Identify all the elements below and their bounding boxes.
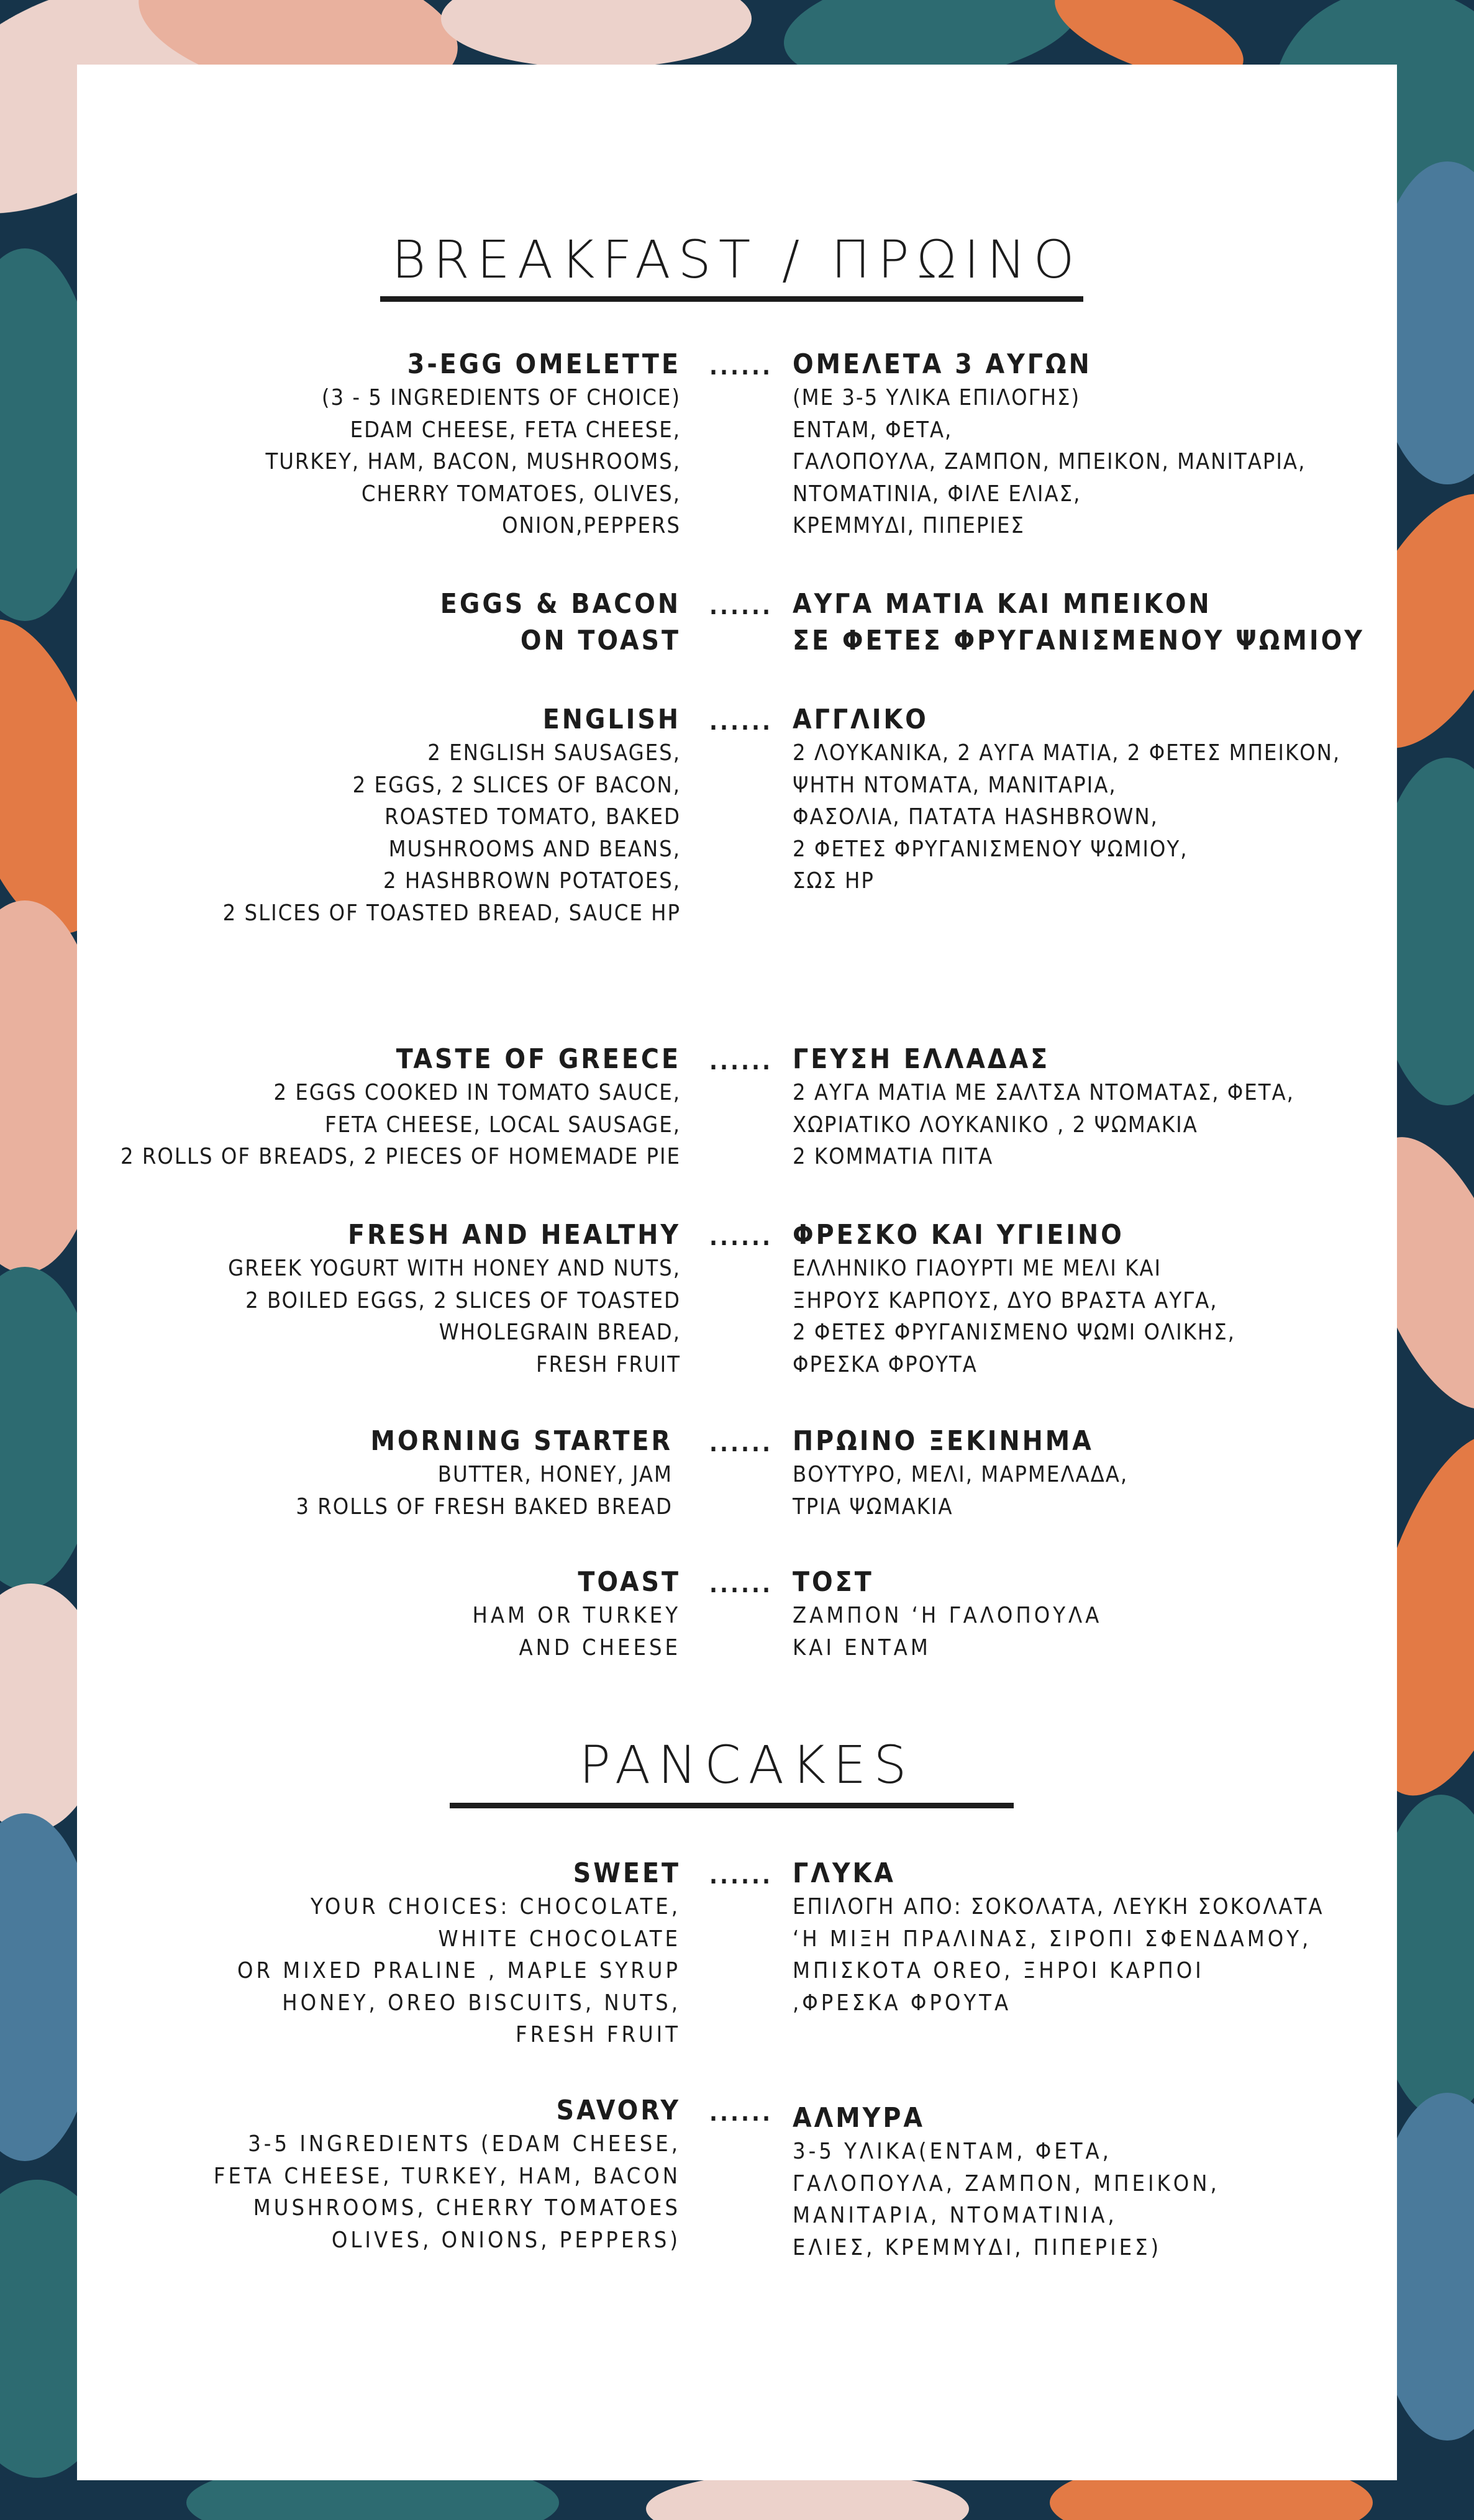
item-greek [793,347,1414,542]
leader-dots: ...... [709,1223,773,1251]
item-name-gr: ΟΜΕΛΕΤΑ 3 ΑΥΓΩΝ [793,348,1092,380]
item-english [60,1217,681,1380]
item-desc-gr: ΕΝΤΑΜ, ΦΕΤΑ, [793,417,953,443]
item-name-en: SAVORY [556,2095,681,2126]
item-desc-gr: ΜΑΝΙΤΑΡΙΑ, ΝΤΟΜΑΤΙΝΙΑ, [793,2203,1117,2228]
leader-dots: ...... [709,2099,773,2126]
item-english [60,586,681,660]
item-desc-en: TURKEY, HAM, BACON, MUSHROOMS, [265,449,681,474]
item-name-gr: ΑΥΓΑ ΜΑΤΙΑ ΚΑΙ ΜΠΕΙΚΟΝ [793,588,1212,620]
item-desc-gr: ΕΠΙΛΟΓΗ ΑΠΟ: ΣΟΚΟΛΑΤΑ, ΛΕΥΚΗ ΣΟΚΟΛΑΤΑ [793,1894,1324,1919]
leader-dots: ...... [709,1862,773,1889]
item-desc-gr: ΦΑΣΟΛΙΑ, ΠΑΤΑΤΑ HASHBROWN, [793,804,1158,830]
item-name-en: EGGS & BACON [440,588,681,620]
item-desc-en: 3-5 INGREDIENTS (EDAM CHEESE, [248,2131,681,2157]
item-name-gr: ΤΟΣΤ [793,1566,874,1598]
item-name-en: MORNING STARTER [370,1425,673,1457]
item-name-en: TASTE OF GREECE [396,1043,681,1075]
leader-dots: ...... [709,592,773,620]
item-desc-gr: ΦΡΕΣΚΑ ΦΡΟΥΤΑ [793,1351,978,1377]
item-english [60,1564,681,1664]
item-desc-gr: 2 ΚΟΜΜΑΤΙΑ ΠΙΤΑ [793,1144,994,1169]
item-desc-gr: 3-5 ΥΛΙΚΑ(ΕΝΤΑΜ, ΦΕΤΑ, [793,2139,1112,2164]
item-desc-gr: ΤΡΙΑ ΨΩΜΑΚΙΑ [793,1493,953,1520]
item-desc-gr: ΨΗΤΗ ΝΤΟΜΑΤΑ, ΜΑΝΙΤΑΡΙΑ, [793,772,1117,798]
item-desc-en: CHERRY TOMATOES, OLIVES, [361,481,681,507]
item-desc-en: MUSHROOMS AND BEANS, [388,836,681,862]
item-greek [793,1217,1414,1380]
item-desc-en: 2 ENGLISH SAUSAGES, [427,740,681,766]
item-desc-gr: ΝΤΟΜΑΤΙΝΙΑ, ΦΙΛΕ ΕΛΙΑΣ, [793,481,1081,507]
item-english [60,702,681,929]
item-desc-en: OLIVES, ONIONS, PEPPERS) [331,2227,681,2253]
item-greek [793,2100,1414,2264]
item-desc-en: FRESH FRUIT [536,1351,681,1377]
item-desc-en: AND CHEESE [519,1634,681,1661]
leader-dots: ...... [709,353,773,380]
item-name-gr: ΓΛΥΚΑ [793,1857,896,1889]
item-name-gr: ΠΡΩΙΝΟ ΞΕΚΙΝΗΜΑ [793,1425,1094,1457]
item-english [60,1041,681,1173]
item-english [60,2093,681,2256]
item-name-en: TOAST [578,1566,681,1598]
item-desc-gr: 2 ΑΥΓΑ ΜΑΤΙΑ ΜΕ ΣΑΛΤΣΑ ΝΤΟΜΑΤΑΣ, ΦΕΤΑ, [793,1080,1294,1105]
item-desc-gr: ΕΛΛΗΝΙΚΟ ΓΙΑΟΥΡΤΙ ΜΕ ΜΕΛΙ ΚΑΙ [793,1256,1162,1281]
item-name-gr: ΓΕΥΣΗ ΕΛΛΑΔΑΣ [793,1043,1050,1075]
item-desc-en: 2 BOILED EGGS, 2 SLICES OF TOASTED [245,1287,681,1313]
item-desc-gr: 2 ΦΕΤΕΣ ΦΡΥΓΑΝΙΣΜΕΝΟΥ ΨΩΜΙΟΥ, [793,836,1188,862]
item-greek [793,1564,1414,1664]
item-desc-gr: ΓΑΛΟΠΟΥΛΑ, ΖΑΜΠΟΝ, ΜΠΕΙΚΟΝ, [793,2170,1220,2196]
leader-dots: ...... [709,1430,773,1457]
item-desc-gr: ΜΠΙΣΚΟΤΑ OREO, ΞΗΡΟΙ ΚΑΡΠΟΙ [793,1958,1204,1983]
item-desc-en: HAM OR TURKEY [472,1603,681,1628]
section-title-breakfast: BREAKFAST / ΠΡΩΙΝΟ [391,229,1082,290]
item-desc-gr: 2 ΛΟΥΚΑΝΙΚΑ, 2 ΑΥΓΑ ΜΑΤΙΑ, 2 ΦΕΤΕΣ ΜΠΕΙΚΟΝ, [793,740,1341,766]
item-desc-gr: ‘Η ΜΙΞΗ ΠΡΑΛΙΝΑΣ, ΣΙΡΟΠΙ ΣΦΕΝΔΑΜΟΥ, [793,1926,1312,1952]
item-desc-en: 2 SLICES OF TOASTED BREAD, SAUCE HP [222,900,681,926]
item-name-en: 3-EGG OMELETTE [407,348,681,380]
item-desc-gr: ΕΛΙΕΣ, ΚΡΕΜΜΥΔΙ, ΠΙΠΕΡΙΕΣ) [793,2234,1162,2260]
item-desc-gr: ΖΑΜΠΟΝ ‘Η ΓΑΛΟΠΟΥΛΑ [793,1603,1103,1628]
item-name-en: ON TOAST [520,625,681,656]
item-greek [793,586,1414,660]
item-desc-gr: 2 ΦΕΤΕΣ ΦΡΥΓΑΝΙΣΜΕΝΟ ΨΩΜΙ ΟΛΙΚΗΣ, [793,1320,1235,1345]
item-name-en: FRESH AND HEALTHY [348,1219,681,1251]
item-greek [793,702,1414,897]
section-title-pancakes: PANCAKES [579,1734,914,1795]
item-name-gr: ΦΡΕΣΚΟ ΚΑΙ ΥΓΙΕΙΝΟ [793,1219,1124,1251]
item-desc-en: 2 HASHBROWN POTATOES, [383,868,681,894]
item-english [52,1423,673,1523]
item-desc-en: FETA CHEESE, TURKEY, HAM, BACON [213,2163,681,2189]
item-name-en: SWEET [573,1857,681,1889]
item-english [60,1856,681,2051]
leader-dots: ...... [709,1570,773,1598]
section-title-underline [380,296,1083,302]
item-desc-en: (3 - 5 INGREDIENTS OF CHOICE) [321,385,681,410]
item-desc-en: 3 ROLLS OF FRESH BAKED BREAD [296,1493,673,1520]
item-desc-gr: ,ΦΡΕΣΚΑ ΦΡΟΥΤΑ [793,1990,1012,2016]
item-desc-gr: ΚΑΙ ΕΝΤΑΜ [793,1634,931,1661]
item-greek [793,1423,1414,1523]
item-desc-en: WHOLEGRAIN BREAD, [439,1320,681,1345]
item-desc-en: OR MIXED PRALINE , MAPLE SYRUP [237,1958,681,1983]
item-desc-gr: ΒΟΥΤΥΡΟ, ΜΕΛΙ, ΜΑΡΜΕΛΑΔΑ, [793,1462,1129,1487]
item-desc-en: BUTTER, HONEY, JAM [437,1462,673,1487]
item-desc-en: ONION,PEPPERS [502,513,681,538]
item-greek [793,1041,1414,1173]
item-desc-en: HONEY, OREO BISCUITS, NUTS, [282,1990,681,2016]
item-desc-gr: ΧΩΡΙΑΤΙΚΟ ΛΟΥΚΑΝΙΚΟ , 2 ΨΩΜΑΚΙΑ [793,1112,1198,1138]
item-name-gr: ΣΕ ΦΕΤΕΣ ΦΡΥΓΑΝΙΣΜΕΝΟΥ ΨΩΜΙΟΥ [793,625,1365,656]
item-desc-gr: ΓΑΛΟΠΟΥΛΑ, ΖΑΜΠΟΝ, ΜΠΕΙΚΟΝ, ΜΑΝΙΤΑΡΙΑ, [793,449,1306,474]
leader-dots: ...... [709,708,773,735]
item-desc-en: FRESH FRUIT [516,2022,681,2047]
item-desc-en: EDAM CHEESE, FETA CHEESE, [350,417,681,443]
item-desc-en: WHITE CHOCOLATE [438,1926,681,1952]
item-desc-en: 2 EGGS, 2 SLICES OF BACON, [352,772,681,798]
item-name-gr: ΑΛΜΥΡΑ [793,2102,925,2134]
item-desc-en: YOUR CHOICES: CHOCOLATE, [311,1894,681,1919]
item-english [60,347,681,542]
item-greek [793,1856,1414,2019]
item-desc-gr: ΚΡΕΜΜΥΔΙ, ΠΙΠΕΡΙΕΣ [793,513,1025,538]
item-desc-gr: ΞΗΡΟΥΣ ΚΑΡΠΟΥΣ, ΔΥΟ ΒΡΑΣΤΑ ΑΥΓΑ, [793,1287,1218,1313]
item-desc-en: GREEK YOGURT WITH HONEY AND NUTS, [228,1256,681,1281]
section-title-underline [450,1803,1014,1808]
item-desc-en: ROASTED TOMATO, BAKED [384,804,681,830]
item-name-en: ENGLISH [542,704,681,735]
item-desc-en: 2 ROLLS OF BREADS, 2 PIECES OF HOMEMADE PIE [121,1144,681,1169]
item-desc-en: FETA CHEESE, LOCAL SAUSAGE, [324,1112,681,1138]
item-desc-gr: (ΜΕ 3-5 ΥΛΙΚΑ ΕΠΙΛΟΓΗΣ) [793,385,1081,410]
item-desc-en: 2 EGGS COOKED IN TOMATO SAUCE, [273,1080,681,1105]
item-desc-en: MUSHROOMS, CHERRY TOMATOES [253,2195,681,2221]
item-name-gr: ΑΓΓΛΙΚΟ [793,704,929,735]
leader-dots: ...... [709,1048,773,1075]
item-desc-gr: ΣΩΣ HP [793,868,875,894]
